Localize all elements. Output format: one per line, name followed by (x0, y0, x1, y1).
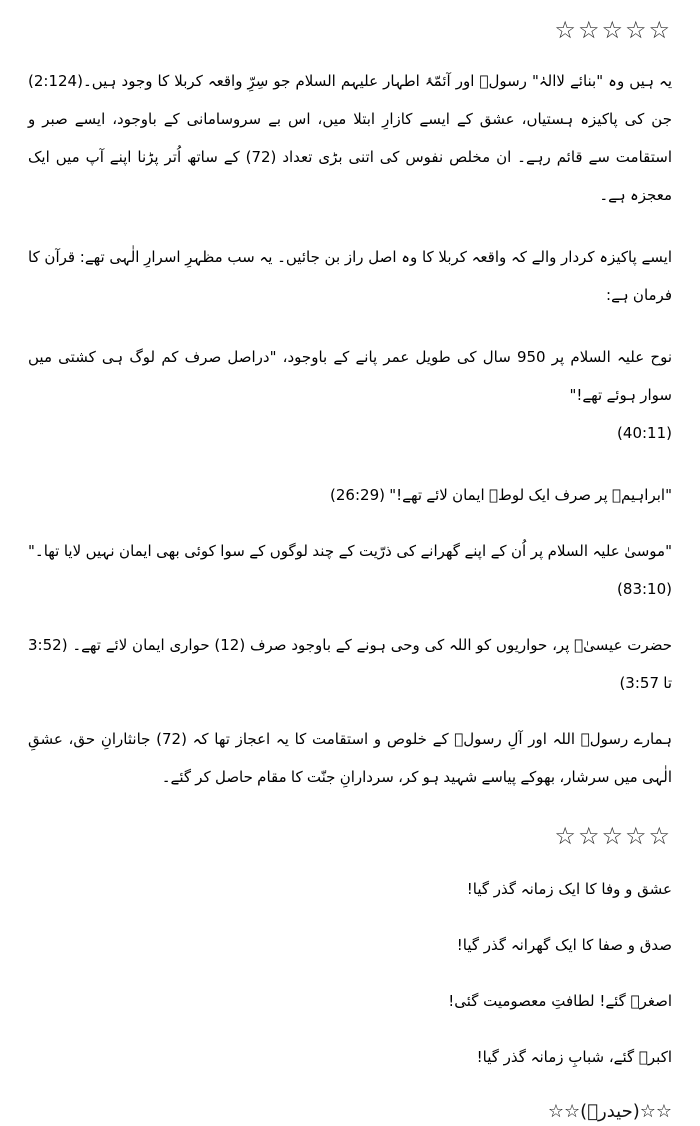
paragraph-divine-secret: ایسے پاکیزہ کردار والے کہ واقعہ کربلا کا وہ اصل راز بن جائیں۔ یہ سب مظہرِ اسرارِ الٰہی تھے: قرآن کا فرمان ہے: (28, 248, 672, 304)
star-divider-middle: ☆☆☆☆☆ (554, 822, 672, 850)
paragraph-conclusion-martyrs: ہمارے رسولؐ اللہ اور آلِ رسولؐ کے خلوص و استقامت کا یہ اعجاز تھا کہ (72) جانثارانِ حق، عشقِ الٰہی میں سرشار، بھوکے پیاسے شہید ہو کر، سردارانِ جنّت کا مقام حاصل کر گئے۔ (28, 730, 672, 786)
poem-line-2: صدق و صفا کا ایک گھرانہ گذر گیا! (456, 936, 672, 954)
poem-line-1: عشق و وفا کا ایک زمانہ گذر گیا! (466, 880, 672, 898)
paragraph-intro-karbala: یہ ہیں وہ "بنائے لاالہٰ" رسولؐ اور آئمّۂ اطہار علیہم السلام جو سِرِّ واقعہ کربلا کا وجود ہیں۔(2:124) جن کی پاکیزہ ہستیاں، عشق کے ایسے کازارِ ابتلا میں، اس بے سروسامانی کے باوجود، ایسے صبر و استقامت سے قائم رہے۔ ان مخلص نفوس کی اتنی بڑی تعداد (72) کے ساتھ اُتر پڑنا اپنے آپ میں ایک معجزہ ہے۔ (28, 72, 672, 204)
verse-ibrahim: "ابراہیمؑ پر صرف ایک لوطؑ ایمان لائے تھے!" (26:29) (330, 486, 672, 504)
poem-line-4: اکبرؑ گئے، شبابِ زمانہ گذر گیا! (476, 1048, 672, 1066)
poet-signature: ☆☆(حیدرؔ)☆☆ (547, 1101, 672, 1122)
verse-moosa: "موسیٰ علیہ السلام پر اُن کے اپنے گھرانے کی ذرّیت کے چند لوگوں کے سوا کوئی بھی ایمان نہیں لایا تھا۔" (83:10) (28, 542, 672, 598)
star-divider-top: ☆☆☆☆☆ (554, 16, 672, 44)
poem-line-3: اصغرؑ گئے! لطافتِ معصومیت گئی! (448, 992, 672, 1010)
verse-eesa: حضرت عیسیٰؑ پر، حواریوں کو اللہ کی وحی ہونے کے باوجود صرف (12) حواری ایمان لائے تھے۔ (3:52 تا 3:57) (28, 636, 672, 692)
verse-nooh: نوح علیہ السلام پر 950 سال کی طویل عمر پانے کے باوجود، "دراصل صرف کم لوگ ہی کشتی میں سوار ہوئے تھے!" (28, 348, 672, 404)
verse-nooh-reference: (40:11) (617, 424, 672, 442)
